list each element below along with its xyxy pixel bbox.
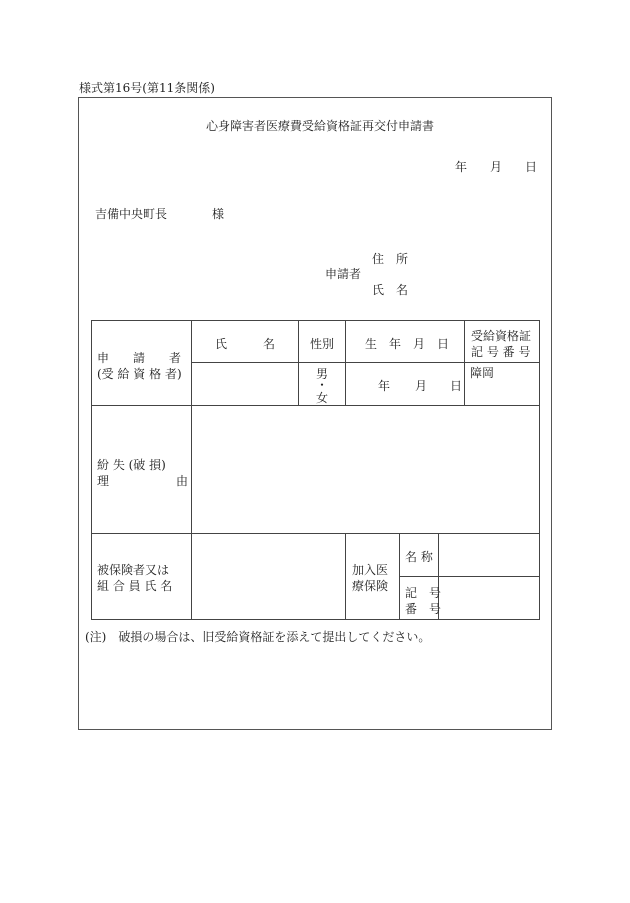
col-birth-header: 生 年 月 日 (365, 337, 450, 351)
date-day: 日 (525, 160, 538, 174)
form-title: 心身障害者医療費受給資格証再交付申請書 (206, 119, 435, 133)
form-number: 様式第16号(第11条関係) (79, 81, 215, 95)
loss-reason-label-line1: 紛 失 (破 損) (97, 458, 166, 472)
col-name-header: 氏 名 (215, 337, 276, 351)
col-sex-header: 性別 (310, 337, 335, 351)
sex-male: 男 (316, 367, 329, 381)
date-year: 年 (455, 160, 468, 174)
applicant-label: 申請者 (325, 267, 362, 281)
sex-female: 女 (316, 391, 329, 405)
addressee: 吉備中央町長 (95, 207, 168, 221)
col-cert-header-line1: 受給資格証 (471, 329, 532, 343)
insurance-code-label-line2: 番 号 (405, 602, 442, 616)
sex-separator: ・ (316, 378, 329, 392)
insurance-label-line1: 加入医 (352, 563, 389, 577)
cert-prefix: 障岡 (470, 366, 495, 380)
date-month: 月 (490, 160, 503, 174)
note: (注) 破損の場合は、旧受給資格証を添えて提出してください。 (85, 630, 431, 644)
birth-month: 月 (415, 379, 428, 393)
name-label: 氏 名 (372, 283, 409, 297)
birth-day: 日 (450, 379, 463, 393)
insurance-name-label: 名 称 (405, 550, 433, 564)
address-label: 住 所 (372, 252, 409, 266)
birth-year: 年 (378, 379, 391, 393)
insured-label-line2: 組 合 員 氏 名 (97, 579, 173, 593)
loss-reason-label-line2a: 理 (97, 474, 110, 488)
applicant-label-line2: (受 給 資 格 者) (97, 367, 182, 381)
insured-label-line1: 被保険者又は (97, 563, 170, 577)
loss-reason-label-line2b: 由 (176, 474, 189, 488)
applicant-label-line1: 申 請 者 (97, 351, 182, 365)
insurance-label-line2: 療保険 (352, 579, 389, 593)
col-cert-header-line2: 記 号 番 号 (471, 345, 531, 359)
insurance-code-label-line1: 記 号 (405, 586, 442, 600)
addressee-suffix: 様 (212, 207, 225, 221)
